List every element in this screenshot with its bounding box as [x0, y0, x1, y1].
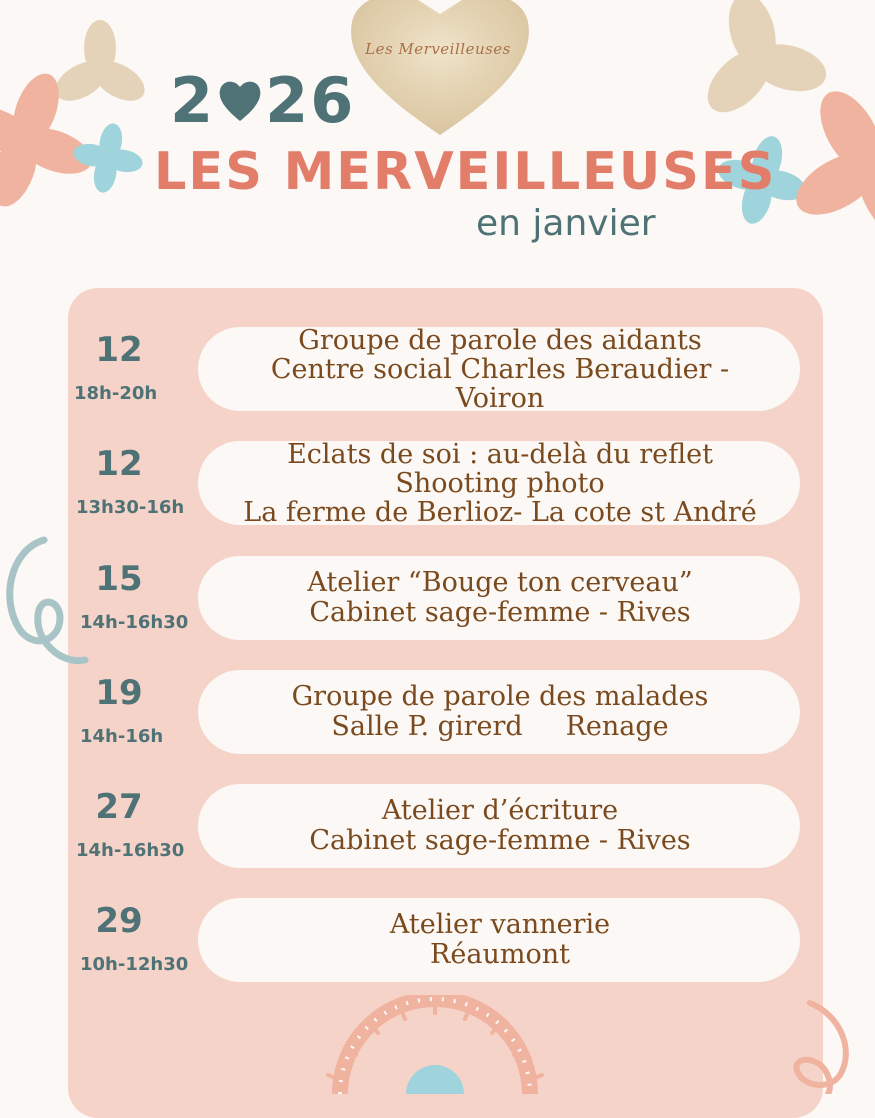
sun-decoration-icon — [310, 995, 560, 1094]
heart-logo-icon — [340, 0, 540, 140]
event-date: 29 — [95, 901, 143, 941]
event-title: Atelier d’écriture — [381, 795, 619, 826]
squiggle-right-icon — [770, 995, 870, 1094]
year-suffix: 26 — [265, 64, 356, 137]
flower-blue-left-icon — [68, 118, 148, 198]
event-row-2 — [0, 438, 875, 531]
event-location: Centre social Charles Beraudier - — [270, 353, 730, 385]
event-time: 18h-20h — [74, 383, 158, 404]
event-location: Réaumont — [430, 939, 570, 970]
event-details — [200, 556, 800, 640]
logo-text: Les Merveilleuses — [365, 40, 511, 58]
event-title: Eclats de soi : au-delà du reflet — [287, 438, 713, 470]
year-prefix: 2 — [170, 64, 216, 137]
event-details — [200, 898, 800, 982]
event-details — [200, 670, 800, 754]
event-time: 14h-16h — [80, 726, 164, 747]
event-details — [200, 438, 800, 528]
event-title: Atelier “Bouge ton cerveau” — [307, 567, 693, 598]
event-row-4 — [0, 670, 875, 760]
event-title: Groupe de parole des malades — [291, 681, 709, 712]
event-date: 12 — [95, 444, 143, 484]
event-row-5 — [0, 784, 875, 874]
event-details — [200, 784, 800, 868]
event-time: 14h-16h30 — [80, 612, 189, 633]
event-subtitle: Shooting photo — [395, 467, 605, 499]
year-heading — [170, 64, 356, 137]
page-subtitle: en janvier — [476, 203, 656, 244]
event-date: 27 — [95, 787, 143, 827]
flower-salmon-right-icon — [775, 70, 875, 260]
event-date: 19 — [95, 673, 143, 713]
event-time: 10h-12h30 — [80, 954, 189, 975]
event-title: Atelier vannerie — [389, 909, 611, 940]
page-title: LES MERVEILLEUSES — [154, 142, 777, 202]
event-location: Cabinet sage-femme - Rives — [309, 825, 691, 856]
event-date: 12 — [95, 330, 143, 370]
event-city: Voiron — [455, 382, 545, 414]
event-time: 13h30-16h — [76, 497, 185, 518]
event-details — [200, 324, 800, 414]
event-date: 15 — [95, 559, 143, 599]
heart-icon — [217, 79, 263, 123]
event-location: Salle P. girerd Renage — [331, 711, 669, 742]
event-location: Cabinet sage-femme - Rives — [309, 597, 691, 628]
event-row-3 — [0, 556, 875, 646]
event-time: 14h-16h30 — [76, 840, 185, 861]
event-row-6 — [0, 898, 875, 988]
event-row-1 — [0, 324, 875, 417]
event-location: La ferme de Berlioz- La cote st André — [243, 496, 757, 528]
event-title: Groupe de parole des aidants — [298, 324, 702, 356]
